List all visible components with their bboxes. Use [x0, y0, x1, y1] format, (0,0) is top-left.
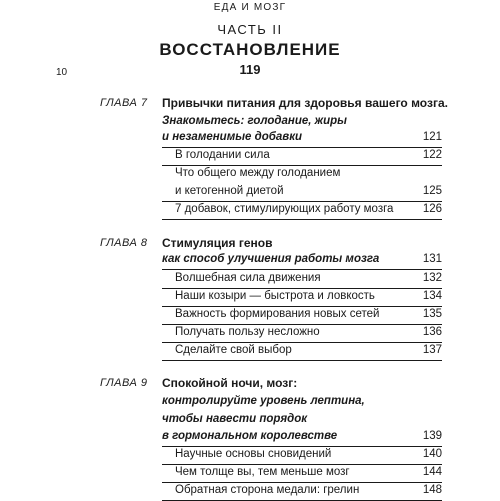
running-head: ЕДА И МОЗГ [213, 2, 287, 13]
chapter-title: Стимуляция генов [162, 236, 273, 250]
chapter-title: Спокойной ночи, мозг: [162, 376, 298, 390]
toc-entry: Получать пользу несложно 136 [162, 325, 442, 343]
chapter-subtitle-line: Знакомьтесь: голодание, жиры [162, 115, 347, 127]
part-page-number: 119 [239, 62, 261, 77]
chapter-title: Привычки питания для здоровья вашего мозга. [162, 96, 448, 110]
toc-entry: Чем толще вы, тем меньше мозг 144 [162, 465, 442, 483]
toc-entry: Волшебная сила движения 132 [162, 271, 442, 289]
toc-entry: Сделайте свой выбор 137 [162, 343, 442, 361]
chapter-label: ГЛАВА 8 [100, 237, 148, 249]
toc-entry: Важность формирования новых сетей 135 [162, 307, 442, 325]
part-label: ЧАСТЬ II [217, 22, 283, 37]
toc-entry: Обратная сторона медали: грелин 148 [162, 483, 442, 501]
toc-entry: и кетогенной диетой 125 [162, 184, 442, 202]
chapter-subtitle-line: и незаменимые добавки 121 [162, 130, 442, 148]
chapter-subtitle-line: чтобы навести порядок [162, 413, 308, 425]
toc-page-ref: 139 [422, 430, 442, 442]
toc-entry: Что общего между голоданием [175, 167, 341, 179]
page-number: 10 [56, 67, 68, 78]
toc-page-ref: 131 [422, 253, 442, 265]
chapter-label: ГЛАВА 9 [100, 377, 148, 389]
toc-entry: Наши козыри — быстрота и ловкость 134 [162, 289, 442, 307]
toc-page-ref: 121 [422, 131, 442, 143]
chapter-label: ГЛАВА 7 [100, 97, 148, 109]
toc-entry: 7 добавок, стимулирующих работу мозга 126 [162, 202, 442, 220]
chapter-subtitle-line: контролируйте уровень лептина, [162, 395, 365, 407]
part-title: ВОССТАНОВЛЕНИЕ [159, 40, 341, 59]
toc-entry: Научные основы сновидений 140 [162, 447, 442, 465]
chapter-subtitle-line: в гормональном королевстве 139 [162, 429, 442, 447]
toc-entry: В голодании сила 122 [162, 148, 442, 166]
chapter-subtitle-line: как способ улучшения работы мозга 131 [162, 252, 442, 270]
